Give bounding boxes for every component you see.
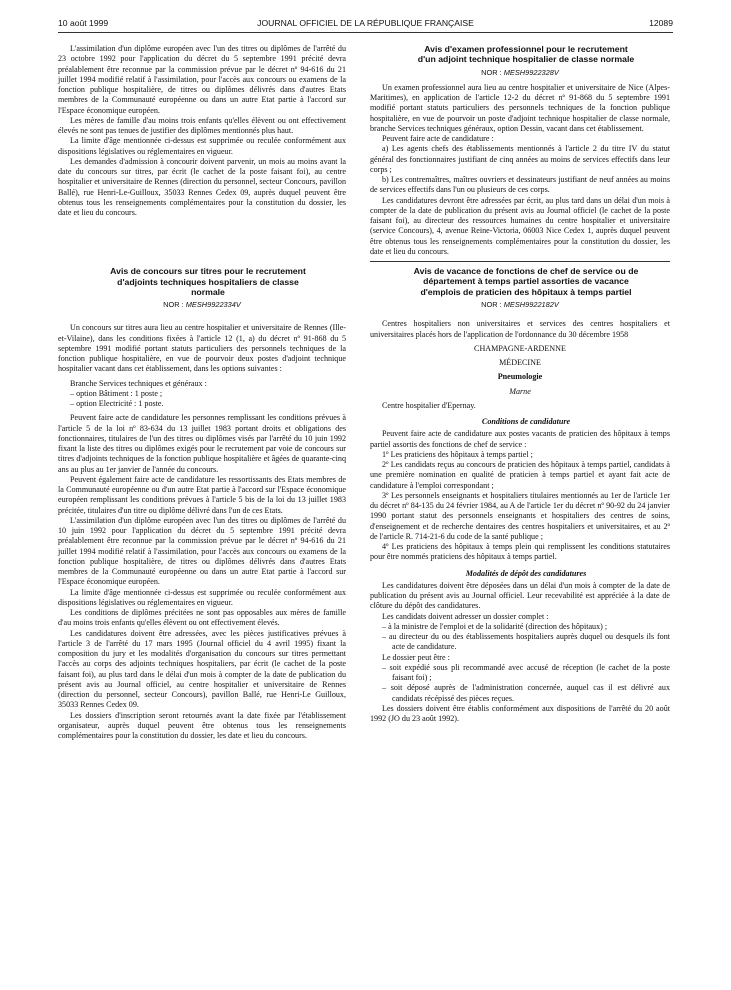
paragraph: Centre hospitalier d'Epernay. [382, 400, 476, 410]
section-title-vacance [370, 266, 670, 297]
paragraph: Les mères de famille d'au moins trois enfants qu'elles élèvent ou ont effectivement élevés ne sont pas tenues de justifier des diplômes mentionnés plus haut. [58, 115, 346, 135]
paragraph: a) Les agents chefs des établissements mentionnés à l'article 2 du titre IV du statut général des fonctionnaires justifiant de cinq années au moins de services effectifs dans leur corps ; [370, 144, 670, 174]
subspecialty-heading: Pneumologie [497, 372, 543, 382]
list-item: – soit expédié sous pli recommandé avec accusé de réception (le cachet de la poste faisant foi) ; [370, 663, 670, 684]
section-title-concours [58, 266, 346, 297]
list-item: – soit déposé auprès de l'administration concernée, auquel cas il est délivré aux candidats récépissé des pièces reçues. [370, 683, 670, 704]
department-heading: Marne [509, 386, 531, 396]
list-item: – au directeur du ou des établissements hospitaliers auprès duquel ou desquels ils font acte de candidature. [370, 632, 670, 653]
paragraph: Les conditions de diplômes précitées ne sont pas opposables aux mères de famille d'au moins trois enfants qu'elles élèvent ou ont effectivement élevés. [58, 608, 346, 628]
paragraph: Les candidats doivent adresser un dossier complet : [382, 611, 549, 621]
paragraph: Les demandes d'admission à concourir doivent parvenir, un mois au moins avant la date du concours sur titres, par écrit (le cachet de la poste faisant foi), au centre hospitalier et universitaire de Rennes (direction du personnel, secteur Concours, pavillon Ballé), rue Henri-Le-Guilloux, 35033 Rennes Cedex 09, auprès duquel peuvent être obtenus tous les renseignements complémentaires pour la constitution du dossier, les date et lieu du concours. [58, 156, 346, 217]
section-title-line: Avis de vacance de fonctions de chef de service ou de [413, 266, 639, 277]
header-date: 10 août 1999 [58, 18, 109, 28]
region-heading: CHAMPAGNE-ARDENNE [474, 343, 566, 353]
paragraph: Un examen professionnel aura lieu au centre hospitalier et universitaire de Nice (Alpes-Maritimes), en application de l'article 12-2 du décret nº 91-868 du 5 septembre 1991 modifié portant statuts particuliers des personnels techniques de la fonction publique hospitalière, en vue de pourvoir un poste d'adjoint technique hospitalier de classe normale, branche Services techniques généraux, option Dessin, vacant dans cet établissement. [370, 82, 670, 133]
section-title-line: Avis de concours sur titres pour le recrutement [110, 266, 306, 277]
paragraph: Un concours sur titres aura lieu au centre hospitalier et universitaire de Rennes (Ille-et-Vilaine), dans les conditions fixées à l'article 12 (1, a) du décret nº 91-868 du 5 septembre 1991 modifié portant statuts particuliers des personnels techniques de la fonction publique hospitalière, en vue de pourvoir deux postes d'adjoint technique hospitalier vacant dans cet établissement, dans les options suivantes : [58, 323, 346, 374]
paragraph: Les candidatures doivent être adressées, avec les pièces justificatives prévues à l'article 3 de l'arrêté du 17 mars 1995 (Journal officiel du 4 avril 1995) fixant la composition du jury et les modalités d'organisation du concours sur titres permettant l'accès au corps des adjoints techniques hospitaliers, par écrit (le cachet de la poste faisant foi), au plus tard dans le délai d'un mois à compter de la date de publication du présent avis au Journal officiel, au centre hospitalier et universitaire de Rennes (direction du personnel, secteur Concours), pavillon Ballé, rue Henri-Le Guilloux, 35033 Rennes Cedex 09. [58, 628, 346, 710]
paragraph: b) Les contremaîtres, maîtres ouvriers et dessinateurs justifiant de neuf années au moins de services effectifs dans l'un ou plusieurs de ces corps. [370, 175, 670, 195]
list-item: – option Electricité : 1 poste. [58, 399, 346, 409]
header-journal-title: JOURNAL OFFICIEL DE LA RÉPUBLIQUE FRANÇAISE [257, 18, 474, 28]
paragraph: Peuvent faire acte de candidature aux postes vacants de praticien des hôpitaux à temps partiel assortis des fonctions de chef de service : [370, 429, 670, 449]
nor-code: MESH9922328V [503, 67, 559, 77]
paragraph: Les candidatures doivent être déposées dans un délai d'un mois à compter de la date de publication du présent avis au Journal officiel. Leur recevabilité est appréciée à la date de clôture du dépôt des candidatures. [370, 580, 670, 611]
paragraph: 3º Les personnels enseignants et hospitaliers titulaires mentionnés au 1er de l'article 1er du décret nº 84-135 du 24 février 1984, au A de l'article 1er du décret nº 90-92 du 24 janvier 1990 portant statut des personnels enseignants et hospitaliers des centres de soins, d'enseignement et de recherche dentaires des centres hospitaliers et universitaires, et au 2º de l'article R. 714-21-6 du code de la santé publique ; [370, 490, 670, 541]
section-title-line: Avis d'examen professionnel pour le recrutement [424, 44, 628, 54]
nor-code: MESH9922182V [503, 300, 559, 310]
paragraph: Branche Services techniques et généraux : [70, 378, 207, 388]
paragraph: L'assimilation d'un diplôme européen avec l'un des titres ou diplômes de l'arrêté du 10 juin 1992 pour l'application du décret du 5 septembre 1991 précité devra préalablement être reconnue par la commission prévue par le décret nº 94-616 du 21 juillet 1994 modifié relatif à l'assimilation, pour l'accès aux concours ou examens de la fonction publique hospitalière, de titres ou diplômes délivrés dans d'autres Etats membres de la Communauté européenne ou dans un autre Etat partie à l'accord sur l'Espace économique européen. [58, 515, 346, 587]
paragraph: 2º Les candidats reçus au concours de praticien des hôpitaux à temps partiel, candidats à une première nomination en qualité de praticien à temps partiel et ayant fait acte de candidature à l'emploi correspondant ; [370, 460, 670, 490]
recipient-list [370, 622, 670, 653]
option-list [58, 389, 346, 410]
nor-reference [370, 68, 670, 77]
nor-code: MESH9922334V [185, 300, 241, 310]
left-column [58, 44, 346, 741]
nor-reference [58, 300, 346, 309]
paragraph: Les dossiers doivent être établis conformément aux dispositions de l'arrêté du 20 août 1992 (JO du 23 août 1992). [370, 703, 670, 724]
conditions-title: Conditions de candidature [481, 417, 571, 427]
specialty-heading: MÉDECINE [499, 358, 541, 368]
section-title-line: département à temps partiel assorties de vacance [423, 276, 629, 287]
paragraph: 4º Les praticiens des hôpitaux à temps plein qui remplissent les conditions statutaires pour être nommés praticiens des hôpitaux à temps partiel. [370, 542, 670, 562]
paragraph: Centres hospitaliers non universitaires et services des centres hospitaliers et universitaires placés hors de l'application de l'ordonnance du 30 décembre 1958 [370, 319, 670, 339]
paragraph: Peuvent faire acte de candidature les personnes remplissant les conditions prévues à l'article 5 de la loi nº 83-634 du 13 juillet 1983 portant droits et obligations des fonctionnaires, titulaires de l'un des titres ou diplômes visés par l'arrêté du 10 juin 1992 fixant la liste des titres ou diplômes exigés pour le recrutement par voie de concours sur titres d'adjoints techniques de la fonction publique hospitalière et âgées de quarante-cinq ans au plus au 1er janvier de l'année du concours. [58, 413, 346, 474]
page-header [58, 18, 673, 33]
header-page-number: 12089 [649, 18, 673, 28]
section-title-line: d'emplois de praticien des hôpitaux à temps partiel [420, 286, 632, 297]
section-title-line: d'un adjoint technique hospitalier de classe normale [417, 54, 635, 65]
section-title-line: normale [191, 287, 225, 298]
section-divider [370, 261, 670, 262]
paragraph: 1º Les praticiens des hôpitaux à temps partiel ; [382, 449, 533, 459]
nor-label: NOR : [163, 300, 184, 310]
paragraph: La limite d'âge mentionnée ci-dessus est supprimée ou reculée conformément aux dispositions législatives ou réglementaires en vigueur. [58, 587, 346, 607]
submission-list [370, 663, 670, 704]
paragraph: Les candidatures devront être adressées par écrit, au plus tard dans un délai d'un mois à compter de la date de publication du présent avis au Journal officiel (le cachet de la poste faisant foi), au directeur des ressources humaines du centre hospitalier et universitaire (service Concours), 4, avenue Reine-Victoria, 06003 Nice Cedex 1, auprès duquel peuvent être obtenus tous les renseignements complémentaires pour la constitution du dossier, les date et lieu du concours. [370, 195, 670, 256]
paragraph: Les dossiers d'inscription seront retournés avant la date fixée par l'établissement organisateur, auprès duquel peuvent être obtenus tous les renseignements complémentaires pour la constitution du dossier, les date et lieu du concours. [58, 710, 346, 741]
list-item: – option Bâtiment : 1 poste ; [58, 389, 346, 399]
nor-label: NOR : [481, 300, 502, 310]
paragraph: Peuvent également faire acte de candidature les ressortissants des Etats membres de la Communauté européenne ou d'un autre Etat partie à l'accord sur l'Espace économique européen remplissant les conditions prévues à l'article 5 bis de la loi du 13 juillet 1983 précitée, titulaires d'un titre ou diplôme délivré dans l'un de ces Etats. [58, 474, 346, 515]
nor-label: NOR : [481, 67, 502, 77]
paragraph: L'assimilation d'un diplôme européen avec l'un des titres ou diplômes de l'arrêté du 23 octobre 1992 pour l'application du décret du 5 septembre 1991 précité devra préalablement être reconnue par la commission prévue par le décret nº 94-616 du 21 juillet 1994 modifié relatif à l'assimilation, pour l'accès aux concours ou examens de la fonction publique hospitalière, de titres ou diplômes délivrés dans d'autres Etats membres de la Communauté européenne ou dans un autre Etat partie à l'accord sur l'Espace économique européen. [58, 44, 346, 115]
paragraph: La limite d'âge mentionnée ci-dessus est supprimée ou reculée conformément aux dispositions législatives ou réglementaires en vigueur. [58, 136, 346, 156]
list-item: – à la ministre de l'emploi et de la solidarité (direction des hôpitaux) ; [370, 622, 670, 632]
section-title-examen [370, 44, 670, 65]
paragraph: Peuvent faire acte de candidature : [382, 134, 494, 144]
section-title-line: d'adjoints techniques hospitaliers de classe [117, 276, 299, 287]
paragraph: Le dossier peut être : [382, 652, 450, 662]
deposit-title: Modalités de dépôt des candidatures [465, 568, 587, 578]
right-column [370, 44, 670, 724]
nor-reference [370, 300, 670, 309]
